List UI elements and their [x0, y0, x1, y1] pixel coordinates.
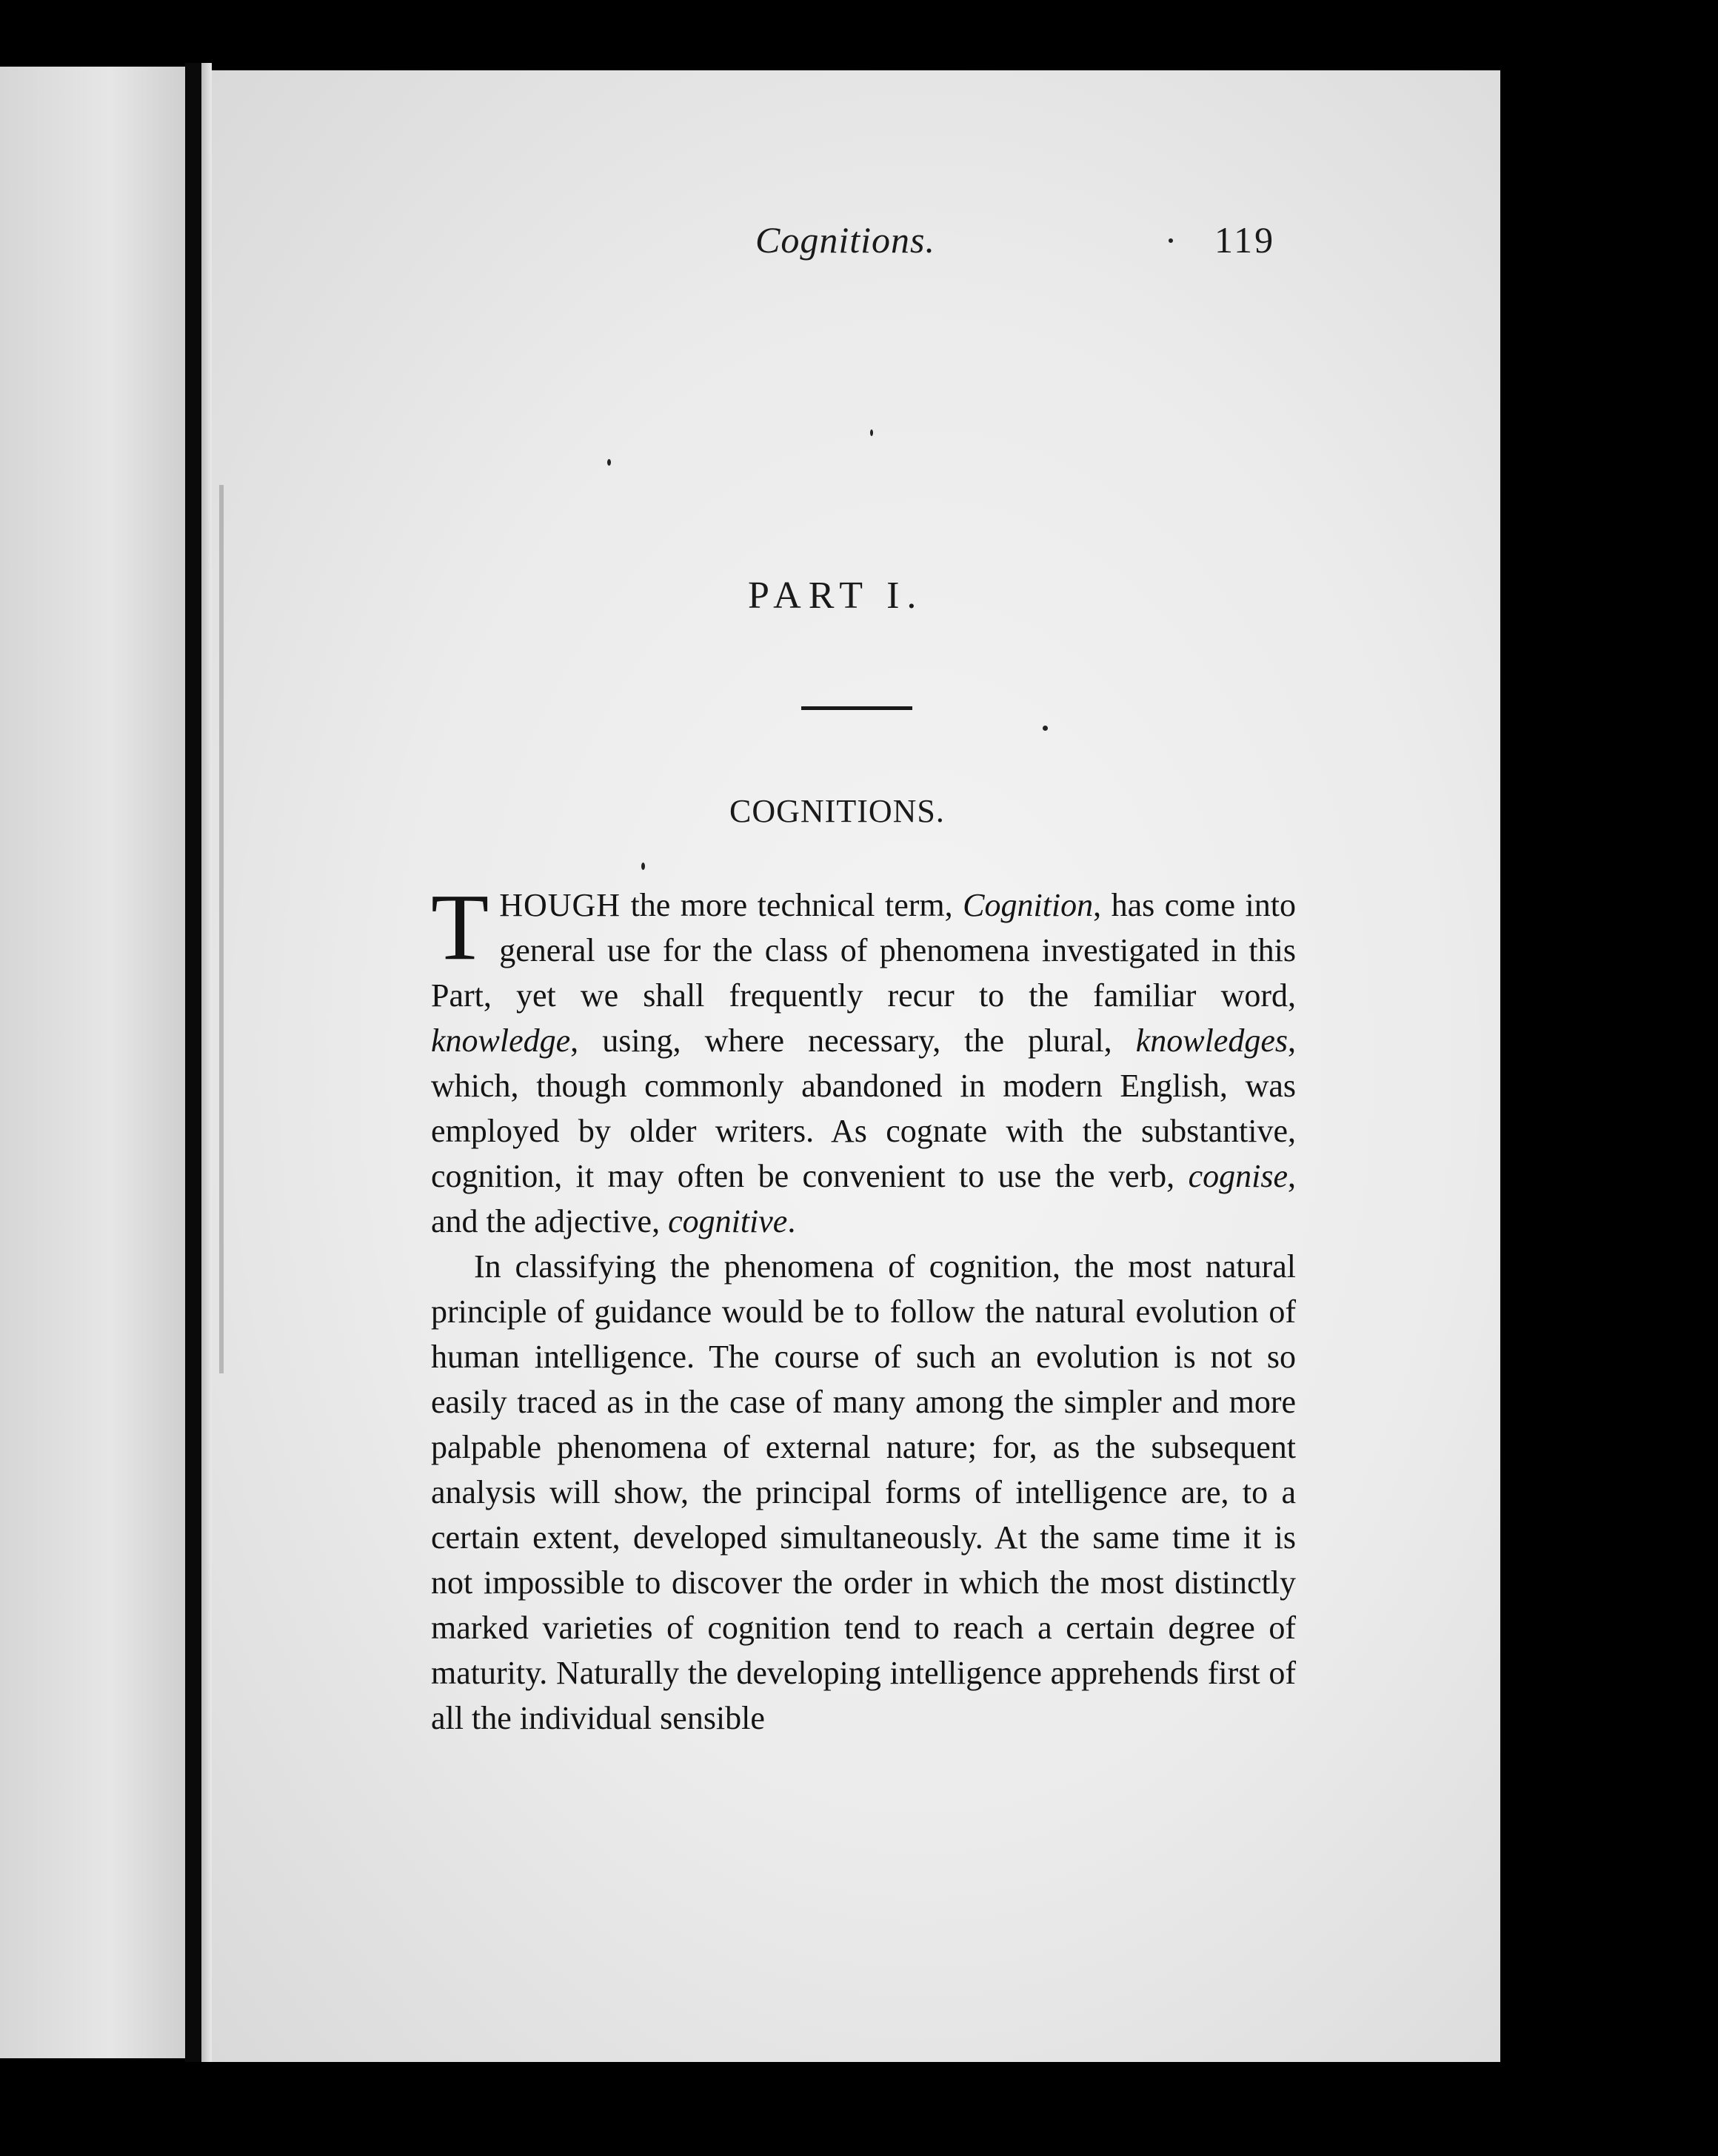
lead-caps: HOUGH: [499, 887, 621, 923]
drop-cap: T: [431, 874, 489, 980]
section-heading: COGNITIONS.: [729, 793, 945, 829]
scan-speck: [607, 459, 611, 466]
text-run: , using, where necessary, the plural,: [570, 1022, 1136, 1059]
italic-term: cognitive: [668, 1203, 788, 1239]
gutter-shadow: [201, 63, 212, 2062]
text-run: , has come into general use for the class of phenomena investigated in this Part, yet we shall frequently recur to the familiar word,: [431, 887, 1296, 1014]
italic-term: Cognition: [963, 887, 1094, 923]
italic-term: knowledges: [1135, 1022, 1288, 1059]
italic-term: cognise: [1188, 1158, 1288, 1194]
part-heading: PART I.: [748, 575, 924, 617]
text-run: the more technical term,: [621, 887, 963, 923]
scan-speck: [870, 429, 873, 436]
paragraph-2: In classifying the phenomena of cognition, the most natural principle of guidance would be to follow the natural evolution of human intelligence. The course of such an evolution is not so easily traced as in the case of many among the simpler and more palpable phenomena of external nature; for, as the subsequent analysis will show, the principal forms of intelligence are, to a certain extent, developed simultaneously. At the same time it is not impossible to discover the order in which the most distinctly marked varieties of cognition tend to reach a certain degree of maturity. Naturally the developing intelligence apprehends first of all the individual sensible: [431, 1248, 1296, 1736]
scan-speck: [641, 863, 645, 870]
text-run: , and the adjective,: [431, 1158, 1296, 1239]
text-run: , which, though commonly abandoned in modern English, was employed by older writers. As cognate with the substantive, cognition, it may often be convenient to use the verb,: [431, 1022, 1296, 1194]
book-gutter: [185, 63, 201, 2062]
body-text: [431, 874, 1296, 1741]
scan-speck: [1169, 238, 1173, 243]
left-page-edge: [0, 67, 185, 2058]
page-number: 119: [1214, 219, 1276, 261]
scan-speck: [1043, 726, 1048, 731]
running-title: Cognitions.: [755, 219, 935, 261]
heading-rule: [801, 706, 912, 710]
paragraph-1: [431, 874, 1296, 1244]
text-run: .: [787, 1203, 796, 1239]
page-crease: [219, 485, 224, 1373]
italic-term: knowledge: [431, 1022, 571, 1059]
